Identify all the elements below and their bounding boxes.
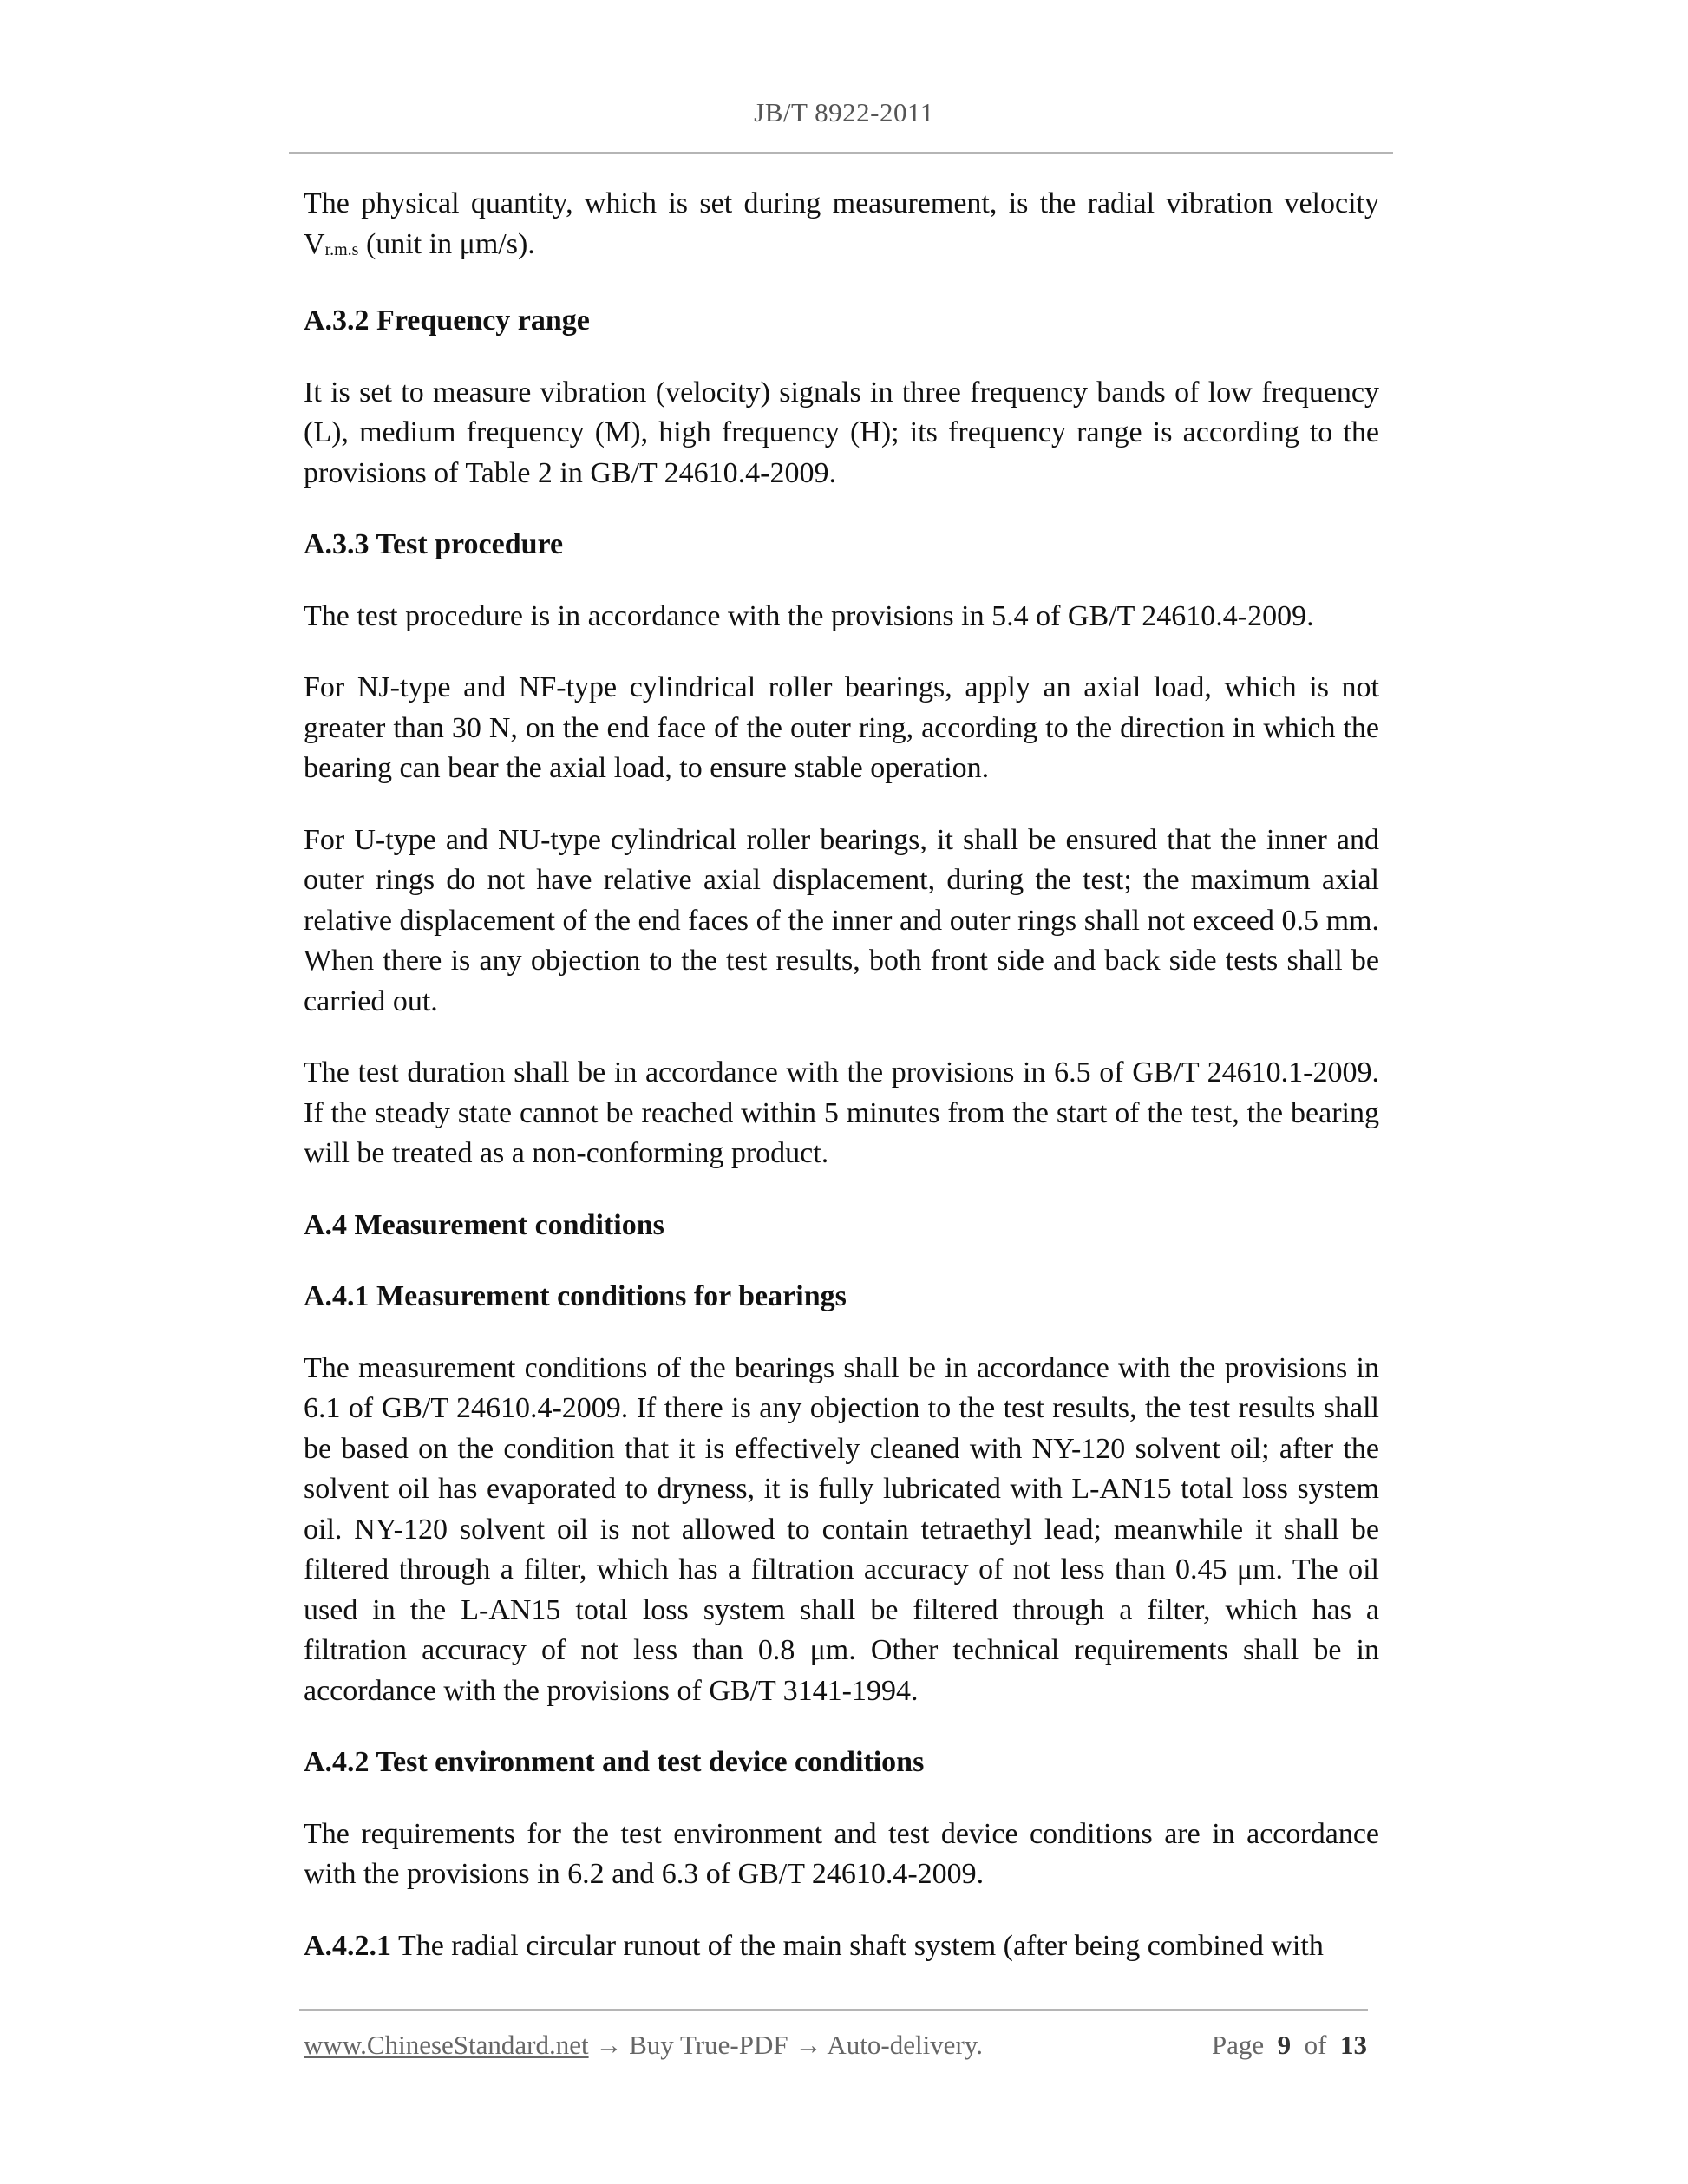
paragraph-text: The physical quantity, which is set during measurement, is the radial vibration velocity V	[304, 187, 1379, 260]
page-number	[1212, 2030, 1367, 2061]
heading-a-4: A.4 Measurement conditions	[304, 1208, 664, 1241]
page-total: 13	[1340, 2030, 1367, 2060]
paragraph-physical-quantity	[304, 184, 1379, 270]
paragraph-a-4-2-1	[304, 1926, 1379, 1967]
header-divider	[289, 152, 1393, 154]
footer-promo	[304, 2030, 983, 2061]
paragraph-test-procedure: The test procedure is in accordance with the provisions in 5.4 of GB/T 24610.4-2009.	[304, 599, 1314, 632]
footer-divider	[299, 2009, 1368, 2011]
running-header: JB/T 8922-2011	[754, 97, 934, 128]
paragraph-test-duration: The test duration shall be in accordance with the provisions in 6.5 of GB/T 24610.1-2009. If the steady state cannot be reached within 5 minutes from the start of the test, the bearing will be treated as a non-conforming product.	[304, 1056, 1379, 1169]
footer-tagline: → Buy True-PDF → Auto-delivery.	[588, 2030, 983, 2060]
page-of-label: of	[1304, 2030, 1327, 2060]
paragraph-frequency-range: It is set to measure vibration (velocity) signals in three frequency bands of low frequency (L), medium frequency (M), high frequency (H); its frequency range is according to the provisions of Table 2 in GB/T 24610.4-2009.	[304, 376, 1379, 489]
subscript-rms: r.m.s	[324, 239, 359, 259]
paragraph-nj-nf-bearings: For NJ-type and NF-type cylindrical roller bearings, apply an axial load, which is not greater than 30 N, on the end face of the outer ring, according to the direction in which the bearing can bear the axial load, to ensure stable operation.	[304, 671, 1379, 784]
page-label: Page	[1211, 2030, 1265, 2060]
page-current: 9	[1277, 2030, 1292, 2060]
heading-a-3-2: A.3.2 Frequency range	[304, 304, 590, 337]
heading-a-4-2: A.4.2 Test environment and test device conditions	[304, 1746, 925, 1778]
clause-number: A.4.2.1	[304, 1929, 392, 1962]
site-link[interactable]: www.ChineseStandard.net	[304, 2030, 589, 2060]
document-body	[304, 184, 1379, 1998]
heading-a-3-3: A.3.3 Test procedure	[304, 528, 564, 560]
heading-a-4-1: A.4.1 Measurement conditions for bearings	[304, 1280, 847, 1312]
paragraph-text: The radial circular runout of the main shaft system (after being combined with	[391, 1929, 1324, 1962]
paragraph-test-environment: The requirements for the test environment and test device conditions are in accordance with the provisions in 6.2 and 6.3 of GB/T 24610.4-2009.	[304, 1817, 1379, 1890]
paragraph-u-nu-bearings: For U-type and NU-type cylindrical roller bearings, it shall be ensured that the inner and outer rings do not have relative axial displacement, during the test; the maximum axial relative displacement of the end faces of the inner and outer rings shall not exceed 0.5 mm. When there is any objection to the test results, both front side and back side tests shall be carried out.	[304, 823, 1379, 1017]
paragraph-bearing-conditions: The measurement conditions of the bearings shall be in accordance with the provisions in 6.1 of GB/T 24610.4-2009. If there is any objection to the test results, the test results shall be based on the condition that it is effectively cleaned with NY-120 solvent oil; after the solvent oil has evaporated to dryness, it is fully lubricated with L-AN15 total loss system oil. NY-120 solvent oil is not allowed to contain tetraethyl lead; meanwhile it shall be filtered through a filter, which has a filtration accuracy of not less than 0.45 μm. The oil used in the L-AN15 total loss system shall be filtered through a filter, which has a filtration accuracy of not less than 0.8 μm. Other technical requirements shall be in accordance with the provisions of GB/T 3141-1994.	[304, 1351, 1379, 1707]
paragraph-text: (unit in μm/s).	[358, 227, 535, 260]
